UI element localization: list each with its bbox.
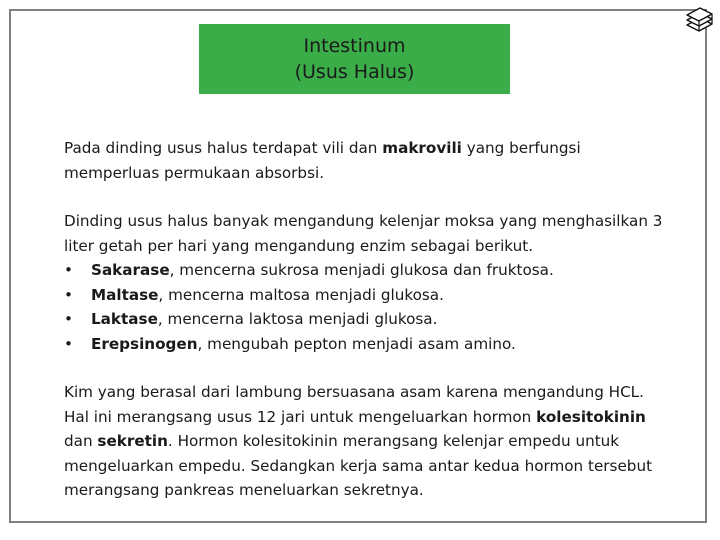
enzyme-list [64,258,664,356]
enzyme-desc: , mencerna laktosa menjadi glukosa. [157,310,438,328]
enzyme-desc: , mencerna sukrosa menjadi glukosa dan fruktosa. [169,261,554,279]
keyword-kolesitokinin: kolesitokinin [536,407,646,426]
bullet-icon: • [64,310,73,328]
paragraph-glands: Dinding usus halus banyak mengandung kelenjar moksa yang menghasilkan 3 liter getah per hari yang mengandung enzim sebagai berikut. [64,212,663,255]
keyword-makrovili: makrovili [382,139,462,157]
bullet-icon: • [64,334,73,353]
enzyme-item-erepsinogen [64,332,664,357]
enzyme-desc: , mengubah pepton menjadi asam amino. [197,334,516,353]
paragraph-1-pre: Pada dinding usus halus terdapat vili dan [64,139,383,157]
content-body [64,136,664,503]
bullet-icon: • [64,285,73,304]
enzyme-name: Erepsinogen [91,334,198,353]
paragraph-3-part-3: . Hormon kolesitokinin merangsang kelenjar empedu untuk mengeluarkan empedu. Sedangkan kerja sama antar kedua hormon tersebut merangsang pankreas meneluarkan sekretnya. [64,432,653,499]
enzyme-name: Sakarase [91,261,170,279]
enzyme-name: Maltase [91,285,159,304]
enzyme-item-sakarase [64,258,664,283]
keyword-sekretin: sekretin [97,432,168,450]
paragraph-3-part-1: Kim yang berasal dari lambung bersuasana asam karena mengandung HCL. Hal ini merangsang usus 12 jari untuk mengeluarkan hormon [64,383,644,426]
enzyme-item-laktase [64,307,664,332]
enzyme-name: Laktase [91,310,158,328]
enzyme-item-maltase [64,283,664,308]
title-box [199,24,510,94]
paragraph-hormones [64,380,664,503]
paragraph-1-post: yang berfungsi memperluas permukaan absorbsi. [64,139,581,182]
title-line-2: (Usus Halus) [294,61,415,83]
paragraph-3-part-2: dan [64,432,98,450]
title-line-1: Intestinum [303,35,406,57]
paragraph-villi [64,136,664,185]
enzyme-desc: , mencerna maltosa menjadi glukosa. [158,285,444,304]
bullet-icon: • [64,261,73,279]
stacked-books-icon [684,6,714,32]
